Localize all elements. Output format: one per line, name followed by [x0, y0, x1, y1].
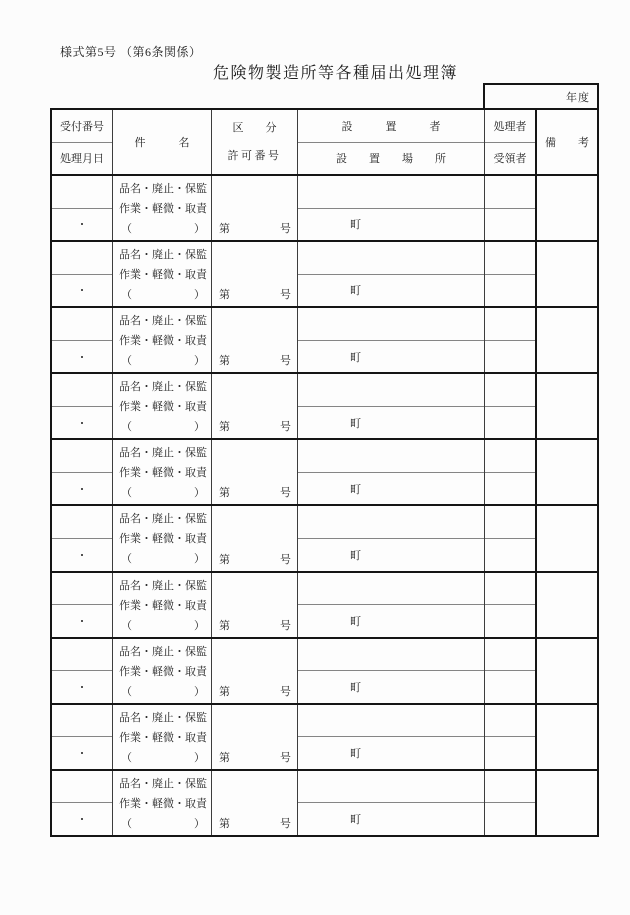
permit-number-blank [212, 219, 297, 239]
installer-location-cell [298, 374, 485, 438]
subject-paren-blank [119, 616, 207, 636]
permit-prefix: 第 [219, 553, 230, 566]
receiver-cell [485, 209, 535, 241]
header-installer-label: 設 置 者 [298, 110, 484, 143]
header-remarks [537, 110, 597, 174]
installer-location-cell [298, 440, 485, 504]
permit-suffix: 号 [280, 487, 291, 500]
processor-receiver-cell [485, 771, 537, 835]
paren-close: ） [194, 421, 205, 434]
receipt-number-cell [52, 573, 112, 606]
remarks-cell [537, 573, 597, 637]
installation-location-cell [298, 671, 484, 703]
subject-options-line1: 品名・廃止・保監 [119, 183, 207, 195]
permit-prefix: 第 [219, 685, 230, 698]
category-permit-cell [212, 176, 298, 240]
processor-cell [485, 705, 535, 738]
paren-close: ） [194, 685, 205, 698]
receipt-processing-cell [52, 771, 113, 835]
receipt-processing-cell [52, 506, 113, 570]
header-installer-location [298, 110, 485, 174]
category-permit-cell [212, 374, 298, 438]
date-separator: ・ [76, 549, 88, 562]
receipt-processing-cell [52, 176, 113, 240]
receipt-number-cell [52, 176, 112, 209]
category-permit-cell [212, 573, 298, 637]
date-separator: ・ [76, 219, 88, 232]
paren-close: ） [194, 751, 205, 764]
processing-date-cell [52, 275, 112, 307]
table-row [52, 440, 597, 506]
permit-number-blank [212, 550, 297, 570]
subject-cell [113, 506, 212, 570]
receiver-cell [485, 605, 535, 637]
subject-options-line2: 作業・軽微・取責 [119, 467, 207, 480]
permit-prefix: 第 [219, 355, 230, 368]
permit-suffix: 号 [280, 685, 291, 698]
category-permit-cell [212, 771, 298, 835]
permit-suffix: 号 [280, 223, 291, 236]
installer-location-cell [298, 573, 485, 637]
header-installation-location-label: 設 置 場 所 [336, 153, 446, 166]
installer-cell [298, 308, 484, 341]
installer-cell [298, 705, 484, 738]
receiver-cell [485, 407, 535, 439]
processor-receiver-cell [485, 308, 537, 372]
category-permit-cell [212, 440, 298, 504]
paren-close: ） [194, 223, 205, 235]
receipt-processing-cell [52, 705, 113, 769]
subject-cell [113, 242, 212, 306]
location-town-label: 町 [350, 549, 361, 562]
permit-suffix: 号 [280, 421, 291, 434]
header-subject [113, 110, 212, 174]
receiver-cell [485, 341, 535, 373]
location-town-label: 町 [350, 417, 361, 430]
subject-cell [113, 440, 212, 504]
subject-options-line1: 品名・廃止・保監 [119, 249, 207, 262]
installation-location-cell [298, 737, 484, 769]
subject-paren-blank [119, 748, 207, 768]
table-row [52, 308, 597, 374]
table-body [52, 176, 597, 835]
installer-location-cell [298, 308, 485, 372]
processing-date-cell [52, 407, 112, 439]
subject-paren-blank [119, 682, 207, 702]
installation-location-cell [298, 407, 484, 439]
header-processor-receiver [485, 110, 537, 174]
paren-open: （ [121, 421, 132, 434]
subject-options-line1: 品名・廃止・保監 [119, 711, 207, 724]
remarks-cell [537, 374, 597, 438]
processor-receiver-cell [485, 506, 537, 570]
receipt-number-cell [52, 705, 112, 738]
receipt-processing-cell [52, 374, 113, 438]
paren-close: ） [194, 355, 205, 368]
subject-options-line2: 作業・軽微・取責 [119, 599, 207, 612]
permit-prefix: 第 [219, 223, 230, 236]
header-category-label: 区 分 [232, 122, 277, 134]
processor-cell [485, 573, 535, 606]
table-row [52, 705, 597, 771]
category-permit-cell [212, 506, 298, 570]
processor-receiver-cell [485, 242, 537, 306]
receiver-cell [485, 803, 535, 835]
processor-cell [485, 771, 535, 804]
receipt-number-cell [52, 242, 112, 275]
processor-receiver-cell [485, 374, 537, 438]
installer-cell [298, 176, 484, 209]
subject-options-line1: 品名・廃止・保監 [119, 447, 207, 460]
processor-cell [485, 506, 535, 539]
permit-prefix: 第 [219, 619, 230, 632]
permit-suffix: 号 [280, 289, 291, 302]
processor-cell [485, 308, 535, 341]
category-permit-cell [212, 242, 298, 306]
processor-cell [485, 176, 535, 209]
remarks-cell [537, 176, 597, 240]
receiver-cell [485, 275, 535, 307]
subject-cell [113, 771, 212, 835]
remarks-cell [537, 771, 597, 835]
subject-options-line2: 作業・軽微・取責 [119, 269, 207, 282]
subject-paren-blank [119, 285, 207, 305]
subject-cell [113, 573, 212, 637]
subject-options-line2: 作業・軽微・取責 [119, 401, 207, 414]
subject-options-line1: 品名・廃止・保監 [119, 579, 207, 592]
paren-open: （ [121, 223, 132, 235]
subject-paren-blank [119, 483, 207, 503]
receipt-processing-cell [52, 242, 113, 306]
permit-number-blank [212, 417, 297, 437]
receipt-number-cell [52, 308, 112, 341]
table-row [52, 506, 597, 572]
paren-open: （ [121, 487, 132, 500]
remarks-cell [537, 506, 597, 570]
date-separator: ・ [76, 285, 88, 298]
processing-date-cell [52, 473, 112, 505]
table-row [52, 374, 597, 440]
installer-location-cell [298, 242, 485, 306]
location-town-label: 町 [350, 483, 361, 496]
permit-prefix: 第 [219, 751, 230, 764]
subject-paren-blank [119, 219, 207, 239]
date-separator: ・ [76, 417, 88, 430]
permit-number-blank [212, 814, 297, 834]
receiver-cell [485, 737, 535, 769]
processor-receiver-cell [485, 705, 537, 769]
paren-close: ） [194, 553, 205, 566]
subject-cell [113, 374, 212, 438]
permit-number-blank [212, 748, 297, 768]
processor-receiver-cell [485, 176, 537, 240]
header-processing-date: 処理月日 [60, 153, 104, 166]
installation-location-cell [298, 605, 484, 637]
remarks-cell [537, 639, 597, 703]
location-town-label: 町 [350, 351, 361, 364]
processing-date-cell [52, 209, 112, 241]
processing-date-cell [52, 539, 112, 571]
receipt-number-cell [52, 374, 112, 407]
category-permit-cell [212, 639, 298, 703]
installer-cell [298, 506, 484, 539]
subject-options-line1: 品名・廃止・保監 [119, 777, 207, 790]
processing-date-cell [52, 605, 112, 637]
paren-open: （ [121, 751, 132, 764]
subject-paren-blank [119, 417, 207, 437]
processing-date-cell [52, 671, 112, 703]
location-town-label: 町 [350, 285, 361, 298]
installer-location-cell [298, 506, 485, 570]
permit-prefix: 第 [219, 817, 230, 830]
permit-suffix: 号 [280, 751, 291, 764]
paren-close: ） [194, 817, 205, 830]
remarks-cell [537, 440, 597, 504]
category-permit-cell [212, 308, 298, 372]
subject-paren-blank [119, 351, 207, 371]
receiver-cell [485, 671, 535, 703]
paren-open: （ [121, 817, 132, 830]
receipt-number-cell [52, 440, 112, 473]
subject-options-line2: 作業・軽微・取責 [119, 797, 207, 810]
receiver-cell [485, 539, 535, 571]
table-row [52, 639, 597, 705]
processing-date-cell [52, 341, 112, 373]
subject-options-line1: 品名・廃止・保監 [119, 381, 207, 394]
page-title: 危険物製造所等各種届出処理簿 [212, 65, 458, 82]
subject-cell [113, 705, 212, 769]
permit-suffix: 号 [280, 355, 291, 368]
paren-close: ） [194, 289, 205, 302]
remarks-cell [537, 705, 597, 769]
installer-cell [298, 639, 484, 672]
processor-cell [485, 242, 535, 275]
header-subject-label: 件 名 [134, 137, 190, 149]
subject-paren-blank [119, 814, 207, 834]
processor-receiver-cell [485, 639, 537, 703]
permit-prefix: 第 [219, 289, 230, 302]
location-town-label: 町 [350, 681, 361, 694]
subject-cell [113, 639, 212, 703]
installation-location-cell [298, 341, 484, 373]
subject-options-line2: 作業・軽微・取責 [119, 203, 207, 215]
installation-location-cell [298, 473, 484, 505]
receipt-processing-cell [52, 308, 113, 372]
processor-cell [485, 374, 535, 407]
receipt-number-cell [52, 506, 112, 539]
permit-prefix: 第 [219, 487, 230, 500]
header-remarks-label: 備 考 [545, 137, 589, 149]
subject-options-line2: 作業・軽微・取責 [119, 335, 207, 348]
installer-location-cell [298, 176, 485, 240]
installation-location-cell [298, 539, 484, 571]
subject-cell [113, 308, 212, 372]
subject-options-line2: 作業・軽微・取責 [119, 731, 207, 744]
subject-options-line1: 品名・廃止・保監 [119, 645, 207, 658]
subject-options-line2: 作業・軽微・取責 [119, 533, 207, 546]
processor-cell [485, 639, 535, 672]
header-processor-label: 処理者 [485, 110, 535, 143]
date-separator: ・ [76, 483, 88, 496]
installer-location-cell [298, 771, 485, 835]
paren-open: （ [121, 553, 132, 566]
date-separator: ・ [76, 681, 88, 694]
notification-register-table [50, 108, 599, 837]
location-town-label: 町 [350, 814, 361, 827]
processor-receiver-cell [485, 573, 537, 637]
processor-receiver-cell [485, 440, 537, 504]
date-separator: ・ [76, 748, 88, 761]
subject-cell [113, 176, 212, 240]
permit-suffix: 号 [280, 817, 291, 830]
header-category-permit [212, 110, 298, 174]
subject-options-line2: 作業・軽微・取責 [119, 665, 207, 678]
form-number-label: 様式第5号 （第6条関係） [60, 45, 202, 59]
installer-cell [298, 573, 484, 606]
date-separator: ・ [76, 615, 88, 628]
paren-close: ） [194, 487, 205, 500]
category-permit-cell [212, 705, 298, 769]
location-town-label: 町 [350, 615, 361, 628]
header-receipt-number: 受付番号 [52, 110, 112, 143]
subject-options-line1: 品名・廃止・保監 [119, 513, 207, 526]
permit-number-blank [212, 616, 297, 636]
receiver-cell [485, 473, 535, 505]
subject-options-line1: 品名・廃止・保監 [119, 315, 207, 328]
installation-location-cell [298, 275, 484, 307]
fiscal-year-box [483, 83, 599, 108]
receipt-processing-cell [52, 639, 113, 703]
installer-location-cell [298, 639, 485, 703]
fiscal-year-label: 年度 [566, 91, 590, 104]
table-row [52, 573, 597, 639]
table-row [52, 242, 597, 308]
location-town-label: 町 [350, 748, 361, 761]
installation-location-cell [298, 803, 484, 835]
header-receipt-processing [52, 110, 113, 174]
paren-open: （ [121, 619, 132, 632]
installation-location-cell [298, 209, 484, 241]
remarks-cell [537, 242, 597, 306]
permit-suffix: 号 [280, 553, 291, 566]
header-receiver-label: 受領者 [493, 153, 527, 166]
paren-open: （ [121, 355, 132, 368]
receipt-processing-cell [52, 573, 113, 637]
processor-cell [485, 440, 535, 473]
remarks-cell [537, 308, 597, 372]
location-town-label: 町 [350, 219, 361, 232]
installer-cell [298, 374, 484, 407]
installer-location-cell [298, 705, 485, 769]
permit-number-blank [212, 682, 297, 702]
table-row [52, 771, 597, 835]
paren-open: （ [121, 289, 132, 302]
receipt-number-cell [52, 771, 112, 804]
permit-suffix: 号 [280, 619, 291, 632]
date-separator: ・ [76, 351, 88, 364]
table-header-row [52, 110, 597, 176]
permit-number-blank [212, 483, 297, 503]
installer-cell [298, 242, 484, 275]
subject-paren-blank [119, 549, 207, 569]
receipt-number-cell [52, 639, 112, 672]
permit-number-blank [212, 285, 297, 305]
permit-prefix: 第 [219, 421, 230, 434]
table-row [52, 176, 597, 242]
installer-cell [298, 440, 484, 473]
receipt-processing-cell [52, 440, 113, 504]
processing-date-cell [52, 737, 112, 769]
permit-number-blank [212, 351, 297, 371]
header-permit-number-label: 許可番号 [227, 150, 282, 162]
paren-open: （ [121, 685, 132, 698]
installer-cell [298, 771, 484, 804]
processing-date-cell [52, 803, 112, 835]
paren-close: ） [194, 619, 205, 632]
date-separator: ・ [76, 814, 88, 827]
